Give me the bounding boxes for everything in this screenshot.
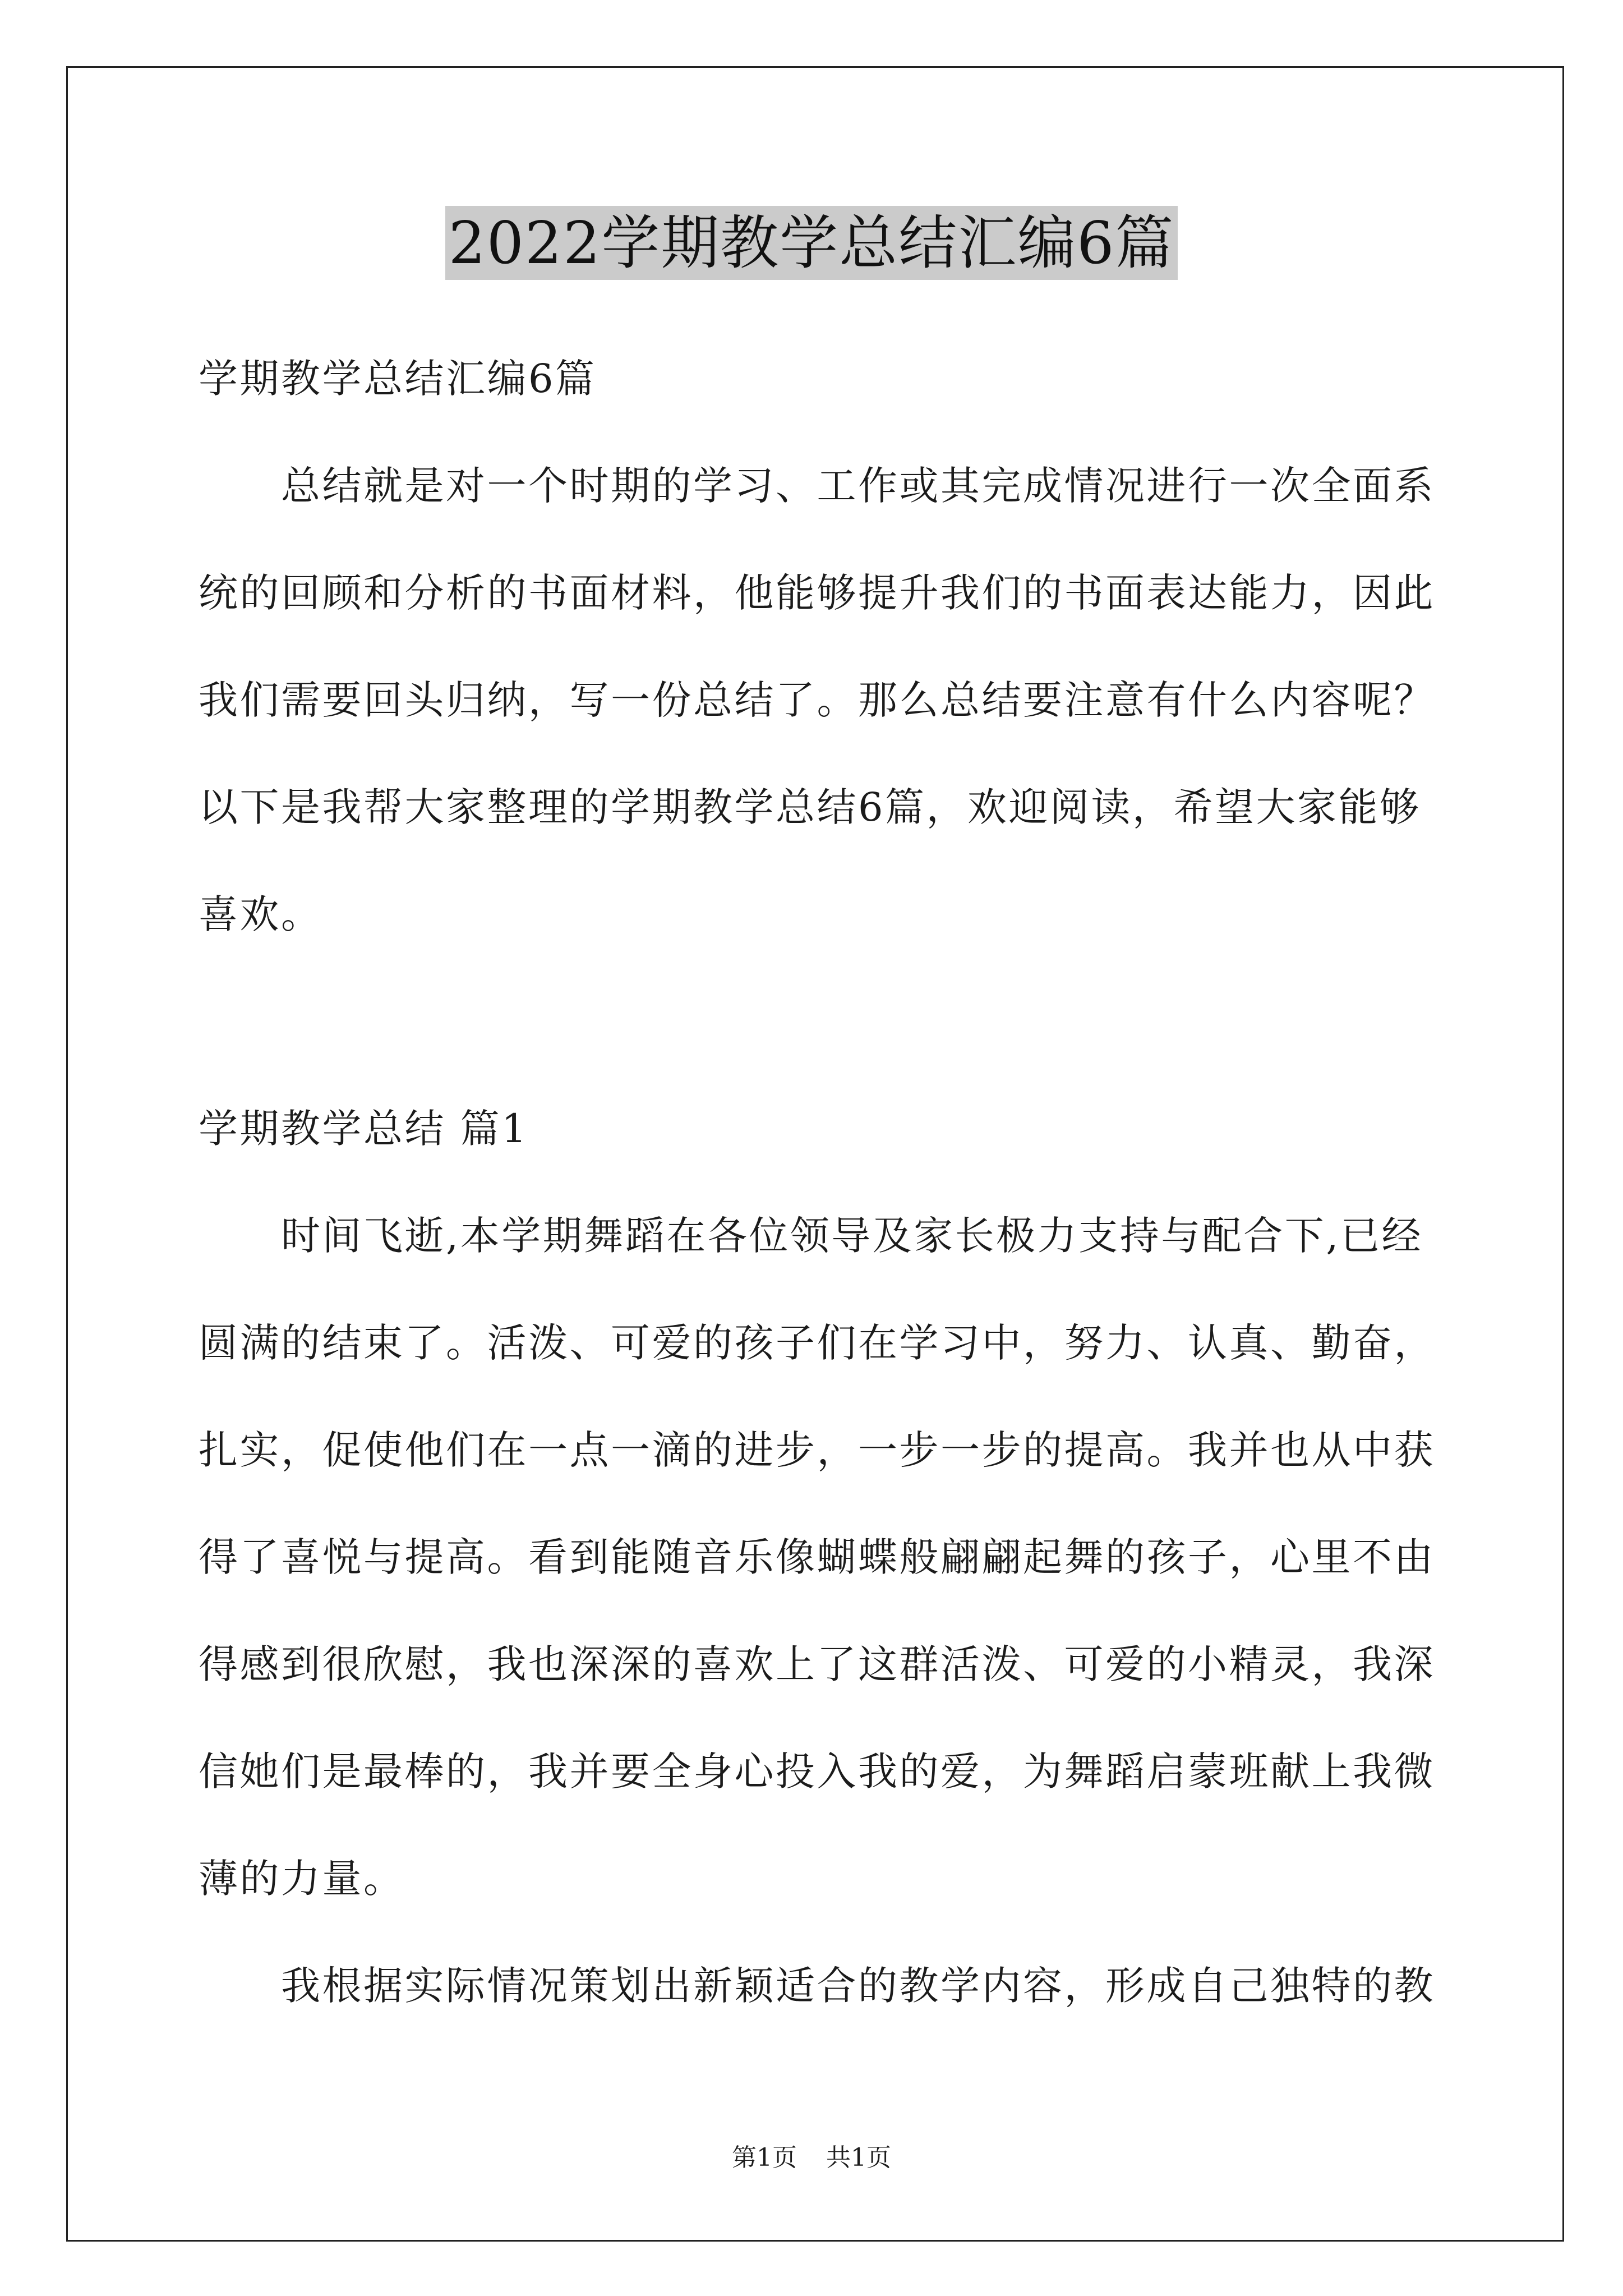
section-heading: 学期教学总结 篇1 — [199, 1106, 529, 1152]
paragraph-line: 我根据实际情况策划出新颖适合的教学内容，形成自己独特的教 — [281, 1963, 1435, 2009]
section-paragraph-2 — [199, 1932, 1488, 2040]
document-subtitle: 学期教学总结汇编6篇 — [199, 356, 597, 402]
paragraph-line: 得了喜悦与提高。看到能随音乐像蝴蝶般翩翩起舞的孩子，心里不由 — [199, 1534, 1435, 1580]
intro-paragraph — [199, 432, 1488, 968]
paragraph-spacer — [199, 968, 1488, 1075]
section-paragraph-1 — [199, 1182, 1488, 1932]
title-row — [0, 206, 1623, 280]
page-footer — [0, 2141, 1623, 2175]
paragraph-line: 得感到很欣慰，我也深深的喜欢上了这群活泼、可爱的小精灵，我深 — [199, 1641, 1435, 1687]
intro-line: 我们需要回头归纳，写一份总结了。那么总结要注意有什么内容呢？ — [199, 677, 1435, 723]
page-number: 第1页 — [732, 2143, 797, 2172]
intro-line: 统的回顾和分析的书面材料，他能够提升我们的书面表达能力，因此 — [199, 570, 1435, 616]
paragraph-line: 信她们是最棒的，我并要全身心投入我的爱，为舞蹈启蒙班献上我微 — [199, 1749, 1435, 1795]
paragraph-line: 薄的力量。 — [199, 1856, 405, 1902]
intro-line: 以下是我帮大家整理的学期教学总结6篇，欢迎阅读，希望大家能够 — [199, 784, 1421, 830]
document-title: 2022学期教学总结汇编6篇 — [445, 206, 1178, 280]
paragraph-line: 时间飞逝,本学期舞蹈在各位领导及家长极力支持与配合下,已经 — [281, 1213, 1423, 1259]
page-total: 共1页 — [826, 2143, 891, 2172]
paragraph-line: 扎实，促使他们在一点一滴的进步，一步一步的提高。我并也从中获 — [199, 1427, 1435, 1473]
paragraph-line: 圆满的结束了。活泼、可爱的孩子们在学习中，努力、认真、勤奋， — [199, 1320, 1435, 1366]
intro-line: 总结就是对一个时期的学习、工作或其完成情况进行一次全面系 — [281, 463, 1435, 509]
document-body — [199, 325, 1488, 2040]
intro-line: 喜欢。 — [199, 891, 322, 937]
